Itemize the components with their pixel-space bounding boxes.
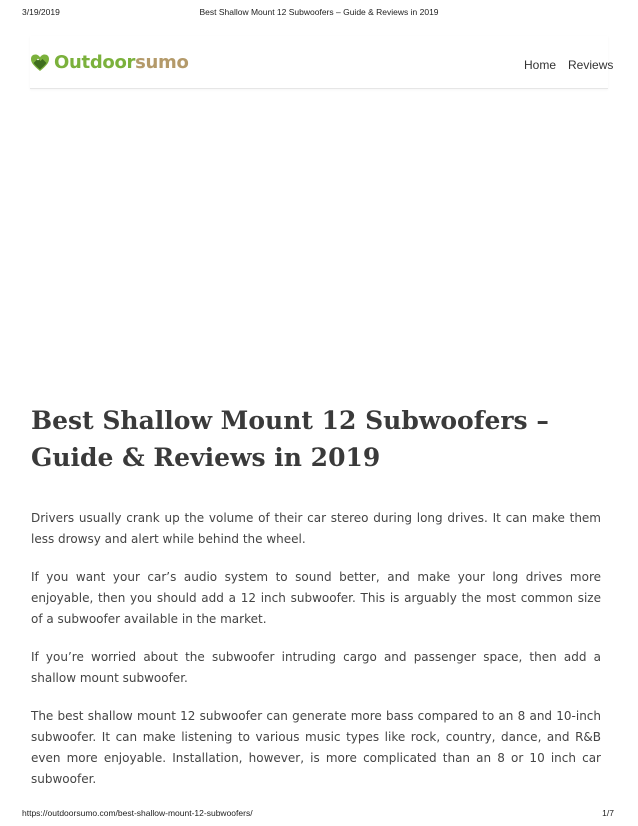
print-footer xyxy=(0,806,638,826)
nav-item-home[interactable]: Home xyxy=(524,58,557,72)
logo-text-sumo: sumo xyxy=(135,52,189,73)
site-header xyxy=(30,36,614,89)
logo-text-outdoor: Outdoor xyxy=(54,52,136,73)
article-paragraph: If you’re worried about the subwoofer intruding cargo and passenger space, then add a shallow mount subwoofer. xyxy=(31,650,601,685)
print-header xyxy=(0,0,638,22)
article-title: Best Shallow Mount 12 Subwoofers – Guide & Reviews in 2019 xyxy=(31,406,549,472)
print-url: https://outdoorsumo.com/best-shallow-mount-12-subwoofers/ xyxy=(22,808,253,818)
ad-placeholder xyxy=(30,90,608,380)
article-paragraph: Drivers usually crank up the volume of their car stereo during long drives. It can make them less drowsy and alert while behind the wheel. xyxy=(31,511,601,546)
logo-text xyxy=(54,52,189,73)
article-paragraph: The best shallow mount 12 subwoofer can generate more bass compared to an 8 and 10-inch subwoofer. It can make listening to various music types like rock, country, dance, and R&B even more enjoyable. Installation, however, is more complicated than an 8 or 10 inch car subwoofer. xyxy=(31,709,601,786)
print-title: Best Shallow Mount 12 Subwoofers – Guide & Reviews in 2019 xyxy=(199,7,439,17)
site-logo[interactable] xyxy=(30,52,189,73)
nav-item-reviews[interactable]: Reviews xyxy=(568,58,614,72)
article-body xyxy=(31,508,601,807)
print-date: 3/19/2019 xyxy=(22,7,60,17)
page-number: 1/7 xyxy=(602,808,614,818)
heart-mountain-icon xyxy=(30,53,50,73)
article-paragraph: If you want your car’s audio system to sound better, and make your long drives more enjoyable, then you should add a 12 inch subwoofer. This is arguably the most common size of a subwoofer available in the market. xyxy=(31,570,601,626)
main-nav xyxy=(524,58,614,72)
